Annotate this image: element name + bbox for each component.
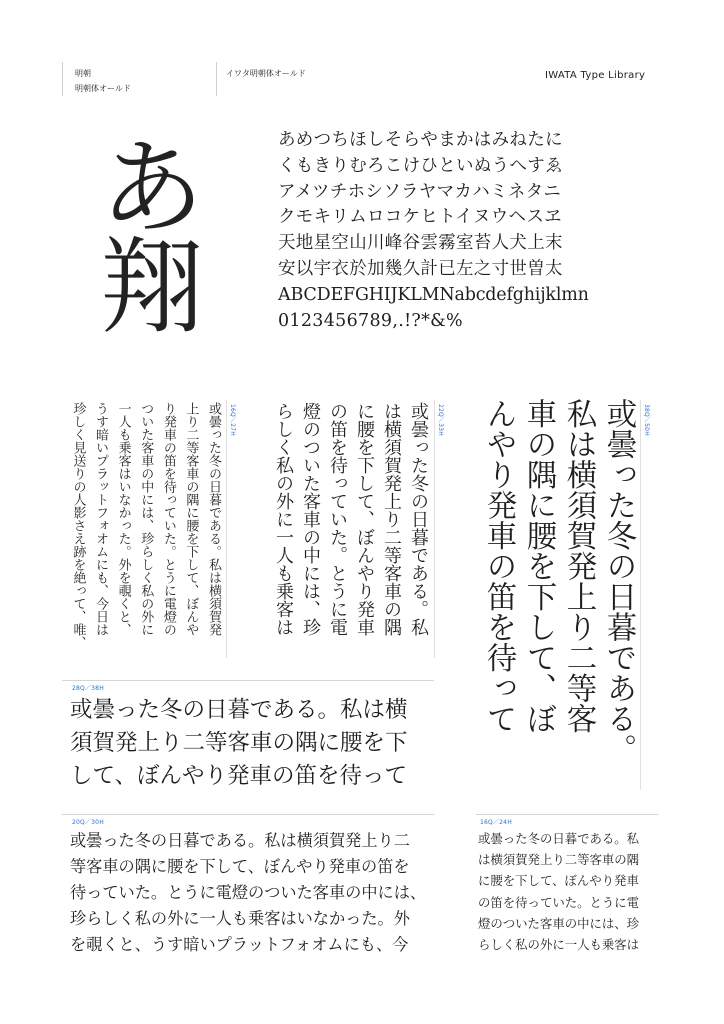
text-line: して、ぼんやり発車の笛を待って bbox=[70, 763, 408, 789]
header-brand: IWATA Type Library bbox=[545, 70, 646, 81]
text-line: は横須賀発上り二等客車の隅 bbox=[381, 402, 402, 636]
text-line: 或曇った冬の日暮である。私は横須賀発 bbox=[206, 402, 221, 636]
header-category-line2: 明朝体オールド bbox=[75, 84, 131, 93]
text-line: の笛を待っていた。とうに電 bbox=[327, 402, 348, 636]
sample-line: アメツチホシソラヤマカハミネタニ bbox=[278, 181, 562, 202]
sample-line: 0123456789,.!?*&% bbox=[278, 310, 463, 331]
text-line: り発車の笛を待っていた。とうに電燈の bbox=[160, 402, 176, 636]
text-line: に腰を下して、ぼんやり発車 bbox=[354, 402, 375, 636]
block-28q-tag: 28Q／38H bbox=[72, 685, 104, 692]
text-line: らしく私の外に一人も乗客は bbox=[478, 937, 640, 953]
text-line: 私は横須賀発上り二等客 bbox=[561, 398, 596, 734]
sample-line: ABCDEFGHIJKLMNabcdefghijklmn bbox=[278, 284, 589, 305]
block-38q-tag: 38Q／50H bbox=[643, 404, 650, 436]
text-line: の笛を待っていた。とうに電 bbox=[478, 894, 640, 910]
block-22q-tag: 22Q／33H bbox=[437, 404, 444, 436]
text-line: んやり発車の笛を待って bbox=[481, 398, 516, 734]
text-line: ついた客車の中には、珍らしく私の外に bbox=[138, 402, 154, 636]
text-line: 珍しく見送りの人影さえ跡を絶って、唯、 bbox=[70, 402, 86, 649]
sample-line: あめつちほしそらやまかはみねたに bbox=[278, 130, 563, 150]
text-line: を覗くと、うす暗いプラットフォオムにも、今 bbox=[70, 935, 409, 954]
text-line: 車の隅に腰を下して、ぼ bbox=[521, 398, 556, 734]
block-20q-text bbox=[70, 828, 440, 958]
text-line: 上り二等客車の隅に腰を下して、ぼんや bbox=[183, 402, 199, 636]
block-16q-v-text bbox=[60, 402, 224, 660]
character-sample bbox=[278, 128, 648, 334]
block-38q-text bbox=[478, 398, 638, 790]
text-line: に腰を下して、ぼんやり発車 bbox=[478, 873, 639, 889]
text-line: は横須賀発上り二等客車の隅 bbox=[478, 852, 640, 868]
hero-char-sho: 翔 bbox=[100, 226, 205, 348]
text-line: 或曇った冬の日暮である。私は横須賀発上り二 bbox=[70, 831, 410, 850]
text-line: うす暗いプラットフォオムにも、今日は bbox=[93, 402, 109, 636]
text-line: 燈のついた客車の中には、珍 bbox=[478, 915, 640, 931]
hero-char-a: あ bbox=[100, 127, 205, 249]
text-line: 或曇った冬の日暮である。私は横 bbox=[70, 697, 408, 723]
sample-line: 天地星空山川峰谷雲霧室苔人犬上末 bbox=[278, 233, 563, 254]
block-20q-rule bbox=[62, 814, 434, 815]
text-line: 等客車の隅に腰を下して、ぼんやり発車の笛を bbox=[70, 857, 410, 876]
text-line: 珍らしく私の外に一人も乗客はいなかった。外 bbox=[70, 909, 410, 928]
text-line: 須賀発上り二等客車の隅に腰を下 bbox=[70, 730, 408, 756]
block-16q-h-rule bbox=[476, 814, 658, 815]
sample-line: くもきりむろこけひといぬうへすゑ bbox=[278, 155, 563, 176]
header-font-name: イワタ明朝体オールド bbox=[226, 69, 306, 78]
text-line: 或曇った冬の日暮である。私 bbox=[408, 402, 429, 636]
text-line: 或曇った冬の日暮である。私 bbox=[478, 831, 640, 846]
sample-line: 安以宇衣於加幾久計已左之寸世曽太 bbox=[278, 258, 563, 279]
text-line: らしく私の外に一人も乗客は bbox=[273, 402, 294, 636]
block-22q-text bbox=[268, 402, 432, 660]
header-category bbox=[75, 66, 131, 96]
block-16q-tag: 16Q／27H bbox=[229, 404, 236, 436]
block-16q-rule bbox=[226, 400, 227, 658]
text-line: 燈のついた客車の中には、珍 bbox=[300, 402, 321, 636]
block-22q-rule bbox=[434, 400, 435, 658]
sample-line: クモキリムロコケヒトイヌウヘスヱ bbox=[278, 207, 562, 228]
text-line: 待っていた。とうに電燈のついた客車の中には、 bbox=[70, 883, 427, 902]
header-divider-left bbox=[62, 62, 63, 96]
header-category-line1: 明朝 bbox=[75, 69, 91, 78]
text-line: 一人も乗客はいなかった。外を覗くと、 bbox=[115, 402, 131, 636]
block-28q-rule bbox=[62, 680, 434, 681]
block-20q-tag: 20Q／30H bbox=[72, 819, 104, 826]
block-28q-text bbox=[70, 694, 440, 793]
block-38q-rule bbox=[640, 400, 641, 790]
block-16q-h-tag: 16Q／24H bbox=[480, 819, 512, 826]
block-16q-h-text bbox=[478, 828, 658, 955]
text-line: 或曇った冬の日暮である。 bbox=[601, 398, 636, 764]
header-divider-mid bbox=[216, 62, 217, 96]
